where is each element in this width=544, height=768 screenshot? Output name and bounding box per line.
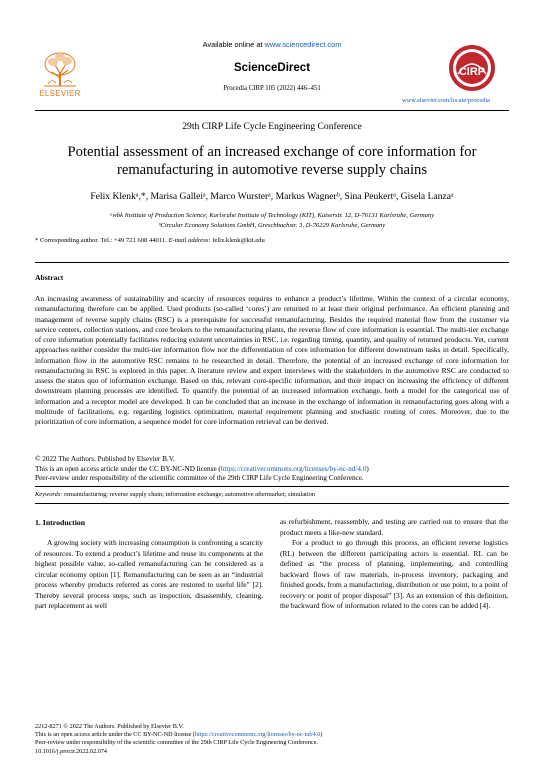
left-column	[35, 538, 263, 612]
right-column	[280, 517, 508, 612]
keywords-top-rule	[35, 486, 509, 487]
paper-title: Potential assessment of an increased exchange of core information for remanufacturing in automotive reverse supply chains	[67, 144, 477, 178]
open-access-line: This is an open access article under the CC BY-NC-ND license (https://creativecommons.org/licenses/by-nc-nd/4.0)	[35, 464, 369, 473]
keywords-text: remanufacturing; reverse supply chain; information exchange; automotive aftermarket; simulation	[62, 491, 315, 498]
sciencedirect-link[interactable]: www.sciencedirect.com	[264, 40, 342, 49]
license-block	[35, 455, 509, 484]
peer-review-line: Peer-review under responsibility of the scientific committee of the 29th CIRP Life Cycle Engineering Conference.	[35, 474, 364, 483]
author-list: Felix Klenkᵃ,*, Marisa Galleiᵃ, Marco Wursterᵃ, Markus Wagnerᵇ, Sina Peukertᵃ, Gisela Lanzaᵃ	[90, 191, 454, 202]
footer-issn: 2212-8271 © 2022 The Authors. Published by Elsevier B.V.	[35, 723, 184, 730]
abstract-top-rule	[35, 262, 509, 263]
elsevier-wordmark: ELSEVIER	[39, 89, 81, 98]
footer-license-link[interactable]: https://creativecommons.org/licenses/by-nc-nd/4.0	[194, 731, 321, 739]
abstract-text: An increasing awareness of sustainability and scarcity of resources requires to enhance a product’s lifetime. Within the context of a circular economy, remanufacturing therefore can be applied. Used products (so-called ‘cores’) are returned to at least their original performance. An efficient planning and management of reverse supply chains (RSC) is a prerequisite for successful remanufacturing. Besides the required material flow from the customer via service centers, collection stations, and core brokers to the remanufacturing plants, the reverse flow of core information is essential. The multi-tier exchange of core information potentially facilitates reducing existent uncertainties in RSC, i.e. regarding timing, quantity, and quality of returned products. Yet, current approaches neither consider the multi-tier information flow nor the differentiation of core information for different downstream tasks in detail. Specifically, information flow in the automotive RSC remains to be researched in detail. Therefore, the potential of an increased exchange of core information for remanufacturing in RSC is explored in this paper. A literature review and expert interviews with the stakeholders in the automotive RSC are conducted to assess the status quo of information exchange. Based on this, relevant core-specific information, and their impact on increasing the efficiency of different downstream planning processes are identified. To quantify the potential of an increased information exchange, both a model for the categorical use of information and a receptor model are developed. It can be concluded that an increase in the exchange of information in remanufacturing goes along with a multitude of facilitations, e.g. regarding logistics optimization, material requirement planning and stochastic routing of cores. Moreover, due to the prioritization of core information, a sequence model for core information retrieval can be derived.	[35, 294, 509, 426]
journal-url-link[interactable]: www.elsevier.com/locate/procedia	[402, 97, 490, 104]
intro-right-paragraph-2: For a product to go through this process, an efficient reverse logistics (RL) between the different participating actors is essential. RL can be defined as “the process of planning, implementing, and controlling backward flows of raw materials, in-process inventory, packaging and finished goods, from a manufacturing, distribution or use point, to a point of recovery or point of proper disposal” [3]. As an extension of this definition, the backward flow of information related to the cores can be added [4].	[280, 538, 508, 611]
abstract-body	[35, 294, 509, 427]
journal-reference: Procedia CIRP 105 (2022) 446–451	[223, 85, 321, 92]
intro-left-paragraph: A growing society with increasing consumption is confronting a scarcity of resources. To extend a product’s lifetime and reuse its components at the highest possible value, so-called remanufacturing can be considered as a circular economy option [1]. Remanufacturing can be seen as an “industrial process whereby products referred as cores are restored to useful life” [2]. Thereby several process steps, such as inspection, disassembly, cleaning, part replacement as well	[35, 538, 263, 611]
page-header	[0, 0, 544, 112]
abstract-heading: Abstract	[35, 273, 64, 282]
license-link[interactable]: https://creativecommons.org/licenses/by-nc-nd/4.0	[220, 464, 367, 473]
copyright-line: © 2022 The Authors. Published by Elsevier B.V.	[35, 455, 175, 463]
available-online-label: Available online at	[202, 40, 265, 49]
corresponding-author-label: * Corresponding author. Tel.: +49 721 608 44011.	[35, 237, 167, 244]
footer-doi: 10.1016/j.procir.2022.02.074	[35, 747, 108, 755]
footer-license: This is an open access article under the CC BY-NC-ND license (https://creativecommons.org/licenses/by-nc-nd/4.0)	[35, 731, 323, 739]
keywords-line	[35, 491, 315, 498]
conference-name: 29th CIRP Life Cycle Engineering Conference	[182, 121, 362, 132]
affiliation-b: ᵇCircular Economy Solutions GmbH, Greschbachstr. 3, D-76229 Karlsruhe, Germany	[158, 222, 386, 229]
intro-right-paragraph-1: as refurbishment, reassembly, and testing are carried out to ensure that the product meets a like-new standard.	[280, 517, 508, 537]
corresponding-author	[35, 237, 265, 244]
email-label: E-mail address:	[166, 237, 211, 244]
cirp-logo-icon	[448, 44, 496, 92]
header-rule	[35, 110, 509, 111]
page-footer	[35, 723, 509, 756]
sciencedirect-brand: ScienceDirect	[233, 62, 311, 74]
keywords-label: Keywords:	[35, 491, 63, 498]
footer-peer-review: Peer-review under responsibility of the scientific committee of the 29th CIRP Life Cycle Engineering Conference.	[35, 739, 318, 747]
keywords-bottom-rule	[35, 503, 509, 504]
intro-heading: 1. Introduction	[35, 518, 86, 527]
cirp-logo-text: CIRP	[458, 66, 486, 78]
corresponding-email[interactable]: felix.klenk@kit.edu	[210, 237, 265, 244]
affiliation-a: ᵃwbk Institute of Production Science, Karlsruhe Institute of Technology (KIT), Kaiserstr. 12, D-76131 Karlsruhe, Germany	[109, 212, 435, 219]
